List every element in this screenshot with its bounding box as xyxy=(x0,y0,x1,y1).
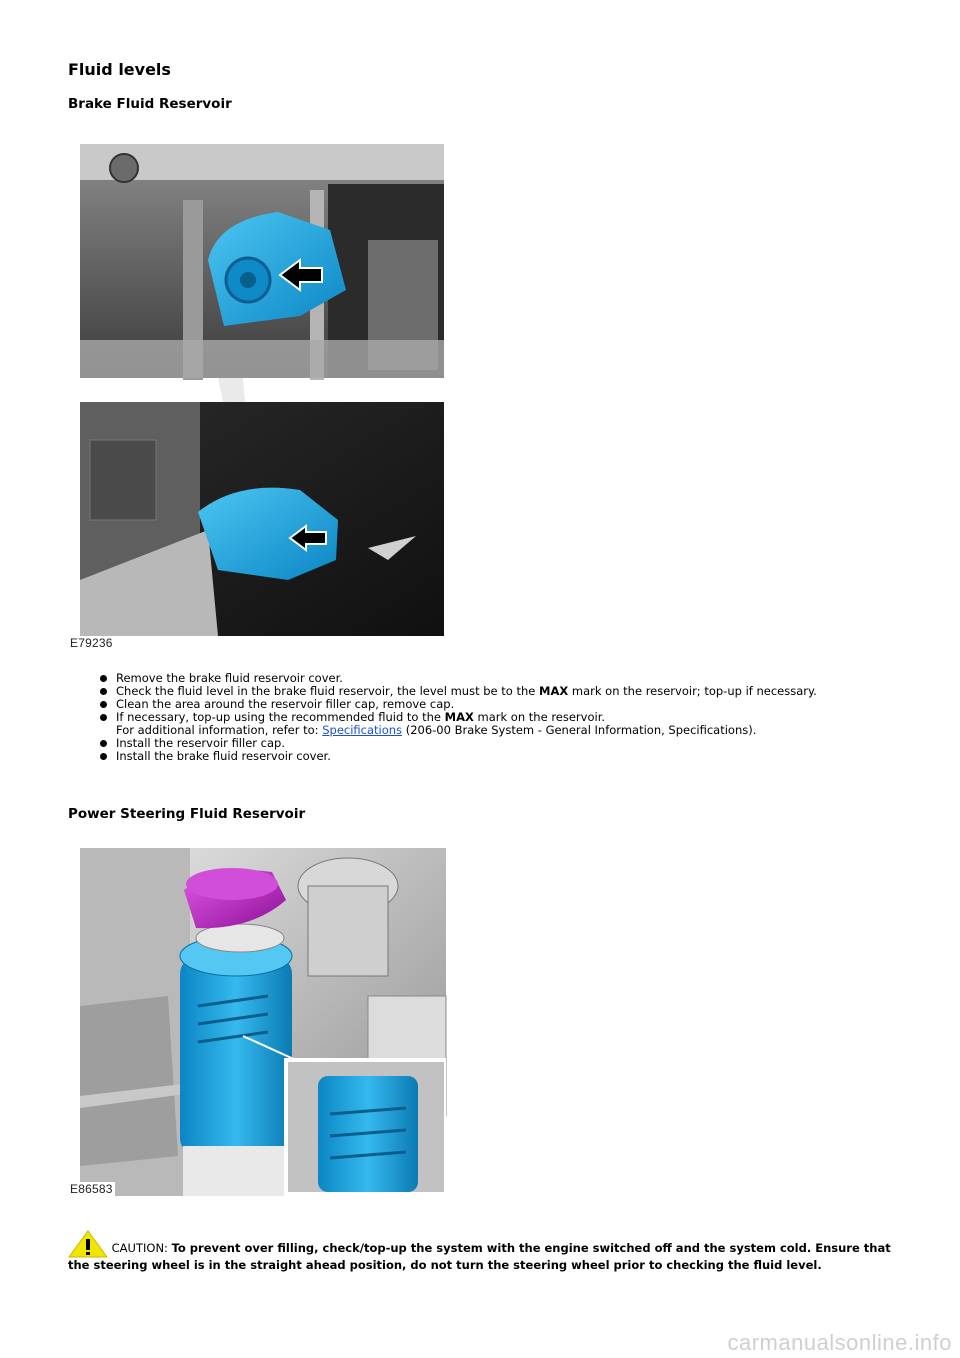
footer-watermark: carmanualsonline.info xyxy=(727,1330,952,1355)
page-title: Fluid levels xyxy=(68,60,171,79)
specifications-link[interactable]: Specifications xyxy=(322,723,403,737)
bullet-icon xyxy=(100,714,107,721)
power-steering-reservoir-figure xyxy=(68,846,452,1202)
list-item: If necessary, top-up using the recommended fluid to the MAX mark on the reservoir. For additional information, refer to: Specifications (206-00 Brake System - General Information, Specifications). xyxy=(68,711,888,737)
power-steering-section-heading: Power Steering Fluid Reservoir xyxy=(68,806,306,822)
caution-label: CAUTION: xyxy=(111,1241,168,1255)
list-item: Clean the area around the reservoir filler cap, remove cap. xyxy=(68,698,888,711)
bullet-icon xyxy=(100,701,107,708)
caution-note xyxy=(68,1230,908,1272)
power-steering-figure-id: E86583 xyxy=(70,1182,113,1196)
caution-text: To prevent over filling, check/top-up the system with the engine switched off and the system cold. Ensure that the steering wheel is in the straight ahead position, do not turn the steering wheel prior to checking the fluid level. xyxy=(68,1241,891,1272)
bullet-icon xyxy=(100,753,107,760)
power-steering-illustration xyxy=(68,846,452,1198)
list-item: Check the fluid level in the brake fluid reservoir, the level must be to the MAX mark on the reservoir; top-up if necessary. xyxy=(68,685,888,698)
brake-figure-id: E79236 xyxy=(70,636,113,650)
bullet-icon xyxy=(100,675,107,682)
list-item: Install the brake fluid reservoir cover. xyxy=(68,750,888,763)
brake-section-heading: Brake Fluid Reservoir xyxy=(68,96,232,112)
list-item: Remove the brake fluid reservoir cover. xyxy=(68,672,888,685)
brake-steps-list xyxy=(68,672,888,763)
warning-triangle-icon xyxy=(68,1230,108,1258)
bullet-icon xyxy=(100,740,107,747)
brake-reservoir-figure xyxy=(68,140,452,654)
bullet-icon xyxy=(100,688,107,695)
brake-reservoir-illustration xyxy=(68,140,452,640)
list-item: Install the reservoir filler cap. xyxy=(68,737,888,750)
